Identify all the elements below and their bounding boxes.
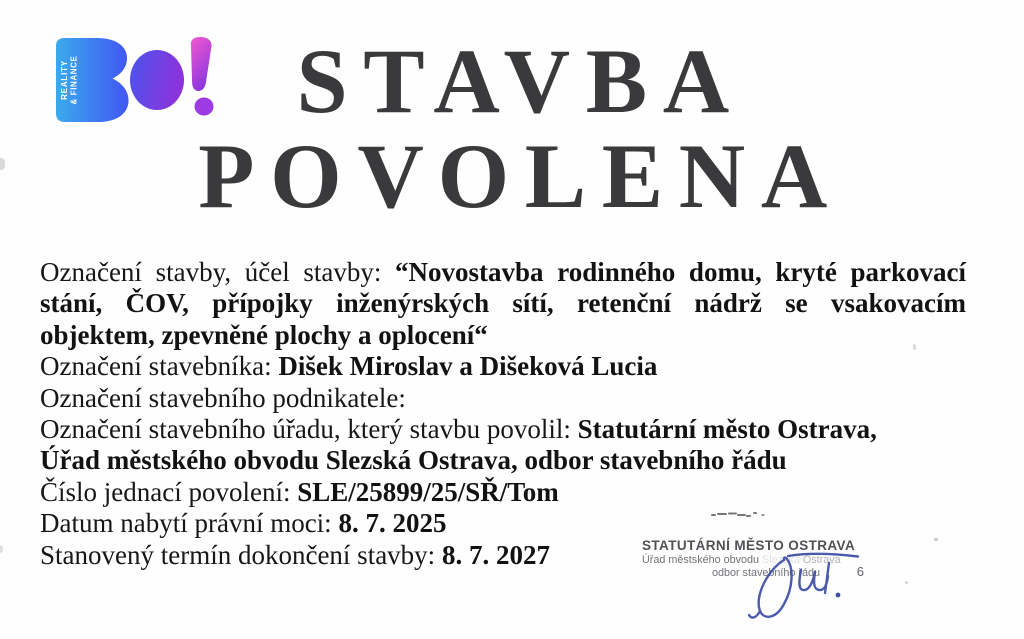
stamp-number: 6 — [856, 564, 864, 579]
body-line: Datum nabytí právní moci: 8. 7. 2025 — [40, 508, 447, 539]
stamp-office-line: Úřad městského obvodu Slezská Ostrava — [642, 554, 841, 566]
logo-tagline-reality: REALITY — [60, 60, 69, 100]
scan-speck — [913, 344, 916, 350]
signature — [738, 543, 873, 630]
body-line: Číslo jednací povolení: SLE/25899/25/SŘ/Tom — [40, 476, 559, 507]
stamp-city-name: STATUTÁRNÍ MĚSTO OSTRAVA — [642, 538, 856, 553]
scan-edge-mark — [0, 545, 3, 553]
body-line: Označení stavebníka: Dišek Miroslav a Dišeková Lucia — [40, 351, 658, 382]
body-line: Označení stavby, účel stavby: “Novostavba rodinného domu, kryté parkovací — [40, 257, 967, 287]
body-text — [40, 257, 966, 571]
body-line: Označení stavebního podnikatele: — [40, 382, 406, 413]
body-line: objektem, zpevněné plochy a oplocení“ — [40, 319, 488, 350]
scan-speck — [934, 538, 938, 541]
body-line: stání, ČOV, přípojky inženýrských sítí, retenční nádrž se vsakovacím — [40, 288, 966, 319]
page-title-line2: POVOLENA — [198, 125, 843, 227]
page-title — [0, 30, 1024, 227]
body-line: Stanovený termín dokončení stavby: 8. 7. 2027 — [40, 539, 550, 570]
scribble-mark — [710, 507, 772, 526]
page-title-line1: STAVBA — [296, 30, 745, 132]
body-line: Úřad městského obvodu Slezská Ostrava, odbor stavebního řádu — [40, 445, 787, 476]
body-line: Označení stavebního úřadu, který stavbu povolil: Statutární město Ostrava, — [40, 413, 877, 444]
logo-tagline-finance: & FINANCE — [69, 55, 79, 105]
scan-speck — [905, 581, 908, 584]
scan-edge-mark — [0, 158, 5, 170]
stamp-department-line: odbor stavebního řádu — [711, 567, 820, 579]
